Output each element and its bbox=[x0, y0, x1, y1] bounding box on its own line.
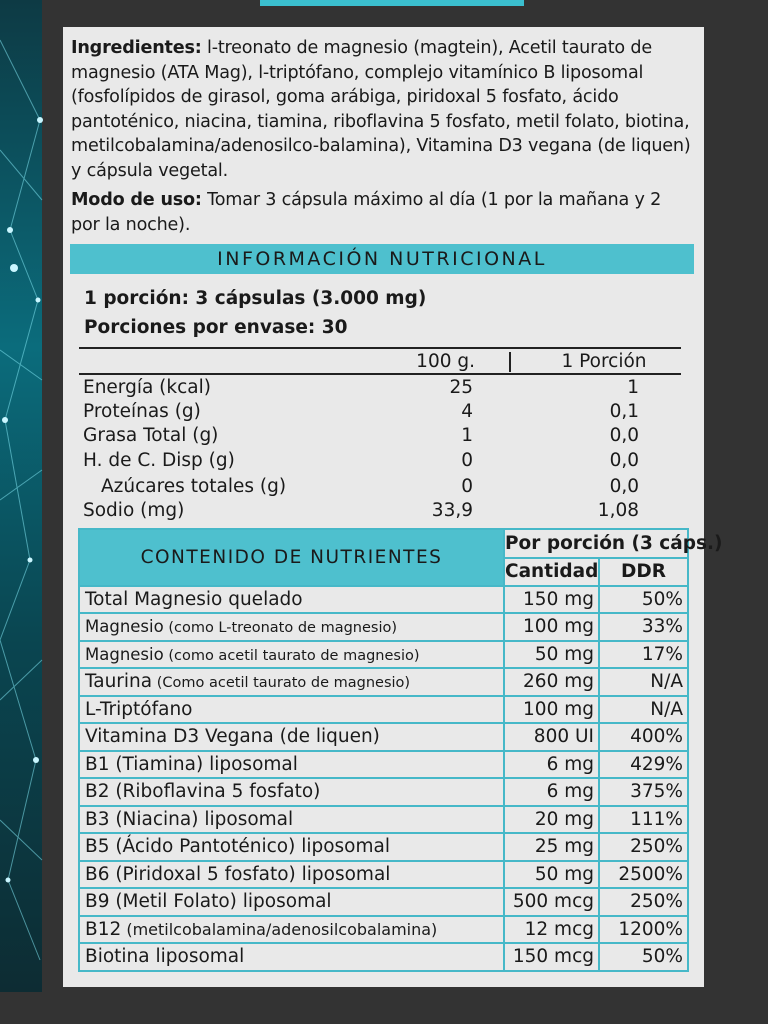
nutrient-ddr: N/A bbox=[599, 696, 688, 724]
nutrition-row-label: H. de C. Disp (g) bbox=[83, 450, 235, 471]
nutrition-row-portion: 1 bbox=[627, 377, 639, 398]
top-accent-tab bbox=[260, 0, 524, 6]
serving-info bbox=[84, 284, 426, 342]
ingredients-paragraph bbox=[71, 36, 695, 183]
nutrition-row bbox=[79, 377, 681, 401]
mode-of-use-text: Tomar 3 cápsula máximo al día (1 por la mañana y 2 por la noche). bbox=[71, 190, 662, 235]
nutrient-row bbox=[79, 751, 688, 779]
nutrient-ddr: 50% bbox=[599, 586, 688, 614]
nutrition-row-portion: 0,0 bbox=[609, 476, 639, 497]
nutrient-note: (Como acetil taurato de magnesio) bbox=[152, 675, 411, 692]
column-header-100g: 100 g. bbox=[416, 351, 475, 372]
nutrient-row bbox=[79, 723, 688, 751]
nutrition-row-label: Azúcares totales (g) bbox=[101, 476, 287, 497]
nutrient-ddr: 50% bbox=[599, 943, 688, 971]
nutrient-quantity: 150 mcg bbox=[504, 943, 599, 971]
nutrient-quantity: 6 mg bbox=[504, 751, 599, 779]
nutrition-row bbox=[79, 401, 681, 425]
column-header-quantity: Cantidad bbox=[504, 558, 599, 586]
nutrient-name: B3 (Niacina) liposomal bbox=[85, 808, 294, 830]
nutrient-name: Total Magnesio quelado bbox=[85, 588, 303, 610]
nutrient-row bbox=[79, 586, 688, 614]
nutrient-row bbox=[79, 641, 688, 669]
column-divider bbox=[509, 352, 511, 372]
nutrition-info-title: INFORMACIÓN NUTRICIONAL bbox=[70, 244, 694, 274]
serving-size: 1 porción: 3 cápsulas (3.000 mg) bbox=[84, 288, 427, 309]
nutrient-name: Magnesio bbox=[85, 617, 164, 637]
mode-of-use-label: Modo de uso: bbox=[71, 190, 202, 210]
nutrition-row-per100: 1 bbox=[461, 425, 473, 446]
nutrient-quantity: 50 mg bbox=[504, 861, 599, 889]
nutrition-header-row bbox=[79, 347, 681, 375]
nutrition-row-portion: 1,08 bbox=[597, 500, 639, 521]
nutrient-name: Vitamina D3 Vegana (de liquen) bbox=[85, 726, 380, 748]
nutrition-row-per100: 0 bbox=[461, 476, 473, 497]
label-panel bbox=[63, 27, 723, 987]
nutrient-ddr: N/A bbox=[599, 668, 688, 696]
column-header-ddr: DDR bbox=[599, 558, 688, 586]
nutrition-row bbox=[79, 476, 681, 500]
network-pattern-icon bbox=[0, 0, 42, 992]
nutrient-quantity: 800 UI bbox=[504, 723, 599, 751]
nutrient-ddr: 250% bbox=[599, 833, 688, 861]
nutrient-quantity: 500 mcg bbox=[504, 888, 599, 916]
nutrient-name: B12 bbox=[85, 918, 122, 940]
nutrient-name: Magnesio bbox=[85, 644, 164, 664]
nutrient-ddr: 429% bbox=[599, 751, 688, 779]
nutrition-row-per100: 4 bbox=[461, 401, 473, 422]
nutrition-row-label: Grasa Total (g) bbox=[83, 425, 219, 446]
nutrient-name: B5 (Ácido Pantoténico) liposomal bbox=[85, 836, 390, 858]
mode-of-use-paragraph bbox=[71, 188, 695, 238]
nutrition-row bbox=[79, 425, 681, 449]
nutrient-quantity: 20 mg bbox=[504, 806, 599, 834]
nutrient-quantity: 6 mg bbox=[504, 778, 599, 806]
nutrient-row bbox=[79, 943, 688, 971]
nutrient-name: L-Triptófano bbox=[85, 698, 193, 720]
nutrition-row bbox=[79, 450, 681, 474]
nutrition-row-portion: 0,0 bbox=[609, 450, 639, 471]
nutrition-row-portion: 0,1 bbox=[609, 401, 639, 422]
nutrient-quantity: 150 mg bbox=[504, 586, 599, 614]
nutrition-row-label: Energía (kcal) bbox=[83, 377, 211, 398]
nutrient-ddr: 2500% bbox=[599, 861, 688, 889]
nutrition-row bbox=[79, 500, 681, 524]
network-background-strip bbox=[0, 0, 42, 992]
nutrient-ddr: 250% bbox=[599, 888, 688, 916]
nutrient-ddr: 111% bbox=[599, 806, 688, 834]
nutrient-row bbox=[79, 696, 688, 724]
nutrient-ddr: 375% bbox=[599, 778, 688, 806]
nutrient-name: B2 (Riboflavina 5 fosfato) bbox=[85, 781, 321, 803]
column-header-portion: 1 Porción bbox=[561, 351, 647, 372]
nutrition-row-per100: 25 bbox=[449, 377, 473, 398]
nutrient-note: (como L-treonato de magnesio) bbox=[163, 620, 398, 637]
nutrition-row-label: Proteínas (g) bbox=[83, 401, 201, 422]
ingredients-text: l-treonato de magnesio (magtein), Acetil taurato de magnesio (ATA Mag), l-triptófano, complejo vitamínico B liposomal (fosfolípidos de girasol, goma arábiga, piridoxal 5 fosfato, ácido pantoténico, niacina, tiamina, riboflavina 5 fosfato, metil folato, biotina, metilcobalamina/adenosilco-balamina), Vitamina D3 vegana (de liquen) y cápsula vegetal. bbox=[71, 38, 691, 181]
nutrient-name: Taurina bbox=[85, 671, 153, 693]
nutrient-name: B6 (Piridoxal 5 fosfato) liposomal bbox=[85, 863, 391, 885]
nutrients-title: CONTENIDO DE NUTRIENTES bbox=[79, 529, 504, 586]
nutrient-ddr: 400% bbox=[599, 723, 688, 751]
nutrient-row bbox=[79, 668, 688, 696]
nutrient-row bbox=[79, 861, 688, 889]
nutrients-header-row bbox=[79, 529, 688, 558]
nutrition-row-per100: 0 bbox=[461, 450, 473, 471]
nutrient-row bbox=[79, 916, 688, 944]
nutrient-quantity: 50 mg bbox=[504, 641, 599, 669]
nutrition-row-portion: 0,0 bbox=[609, 425, 639, 446]
nutrient-row bbox=[79, 613, 688, 641]
nutrient-row bbox=[79, 833, 688, 861]
per-portion-header: Por porción (3 cáps.) bbox=[504, 529, 688, 558]
nutrient-row bbox=[79, 888, 688, 916]
nutrient-name: Biotina liposomal bbox=[85, 946, 245, 968]
nutrition-row-label: Sodio (mg) bbox=[83, 500, 185, 521]
nutrient-ddr: 33% bbox=[599, 613, 688, 641]
nutrient-quantity: 100 mg bbox=[504, 696, 599, 724]
nutrient-note: (como acetil taurato de magnesio) bbox=[163, 647, 420, 664]
nutrition-row-per100: 33,9 bbox=[431, 500, 473, 521]
nutrient-note: (metilcobalamina/adenosilcobalamina) bbox=[121, 919, 438, 939]
nutrient-ddr: 1200% bbox=[599, 916, 688, 944]
nutrient-quantity: 12 mcg bbox=[504, 916, 599, 944]
nutrient-ddr: 17% bbox=[599, 641, 688, 669]
nutrient-row bbox=[79, 778, 688, 806]
servings-per-container: Porciones por envase: 30 bbox=[84, 317, 348, 338]
nutrient-quantity: 25 mg bbox=[504, 833, 599, 861]
nutrient-quantity: 260 mg bbox=[504, 668, 599, 696]
nutrient-row bbox=[79, 806, 688, 834]
ingredients-label: Ingredientes: bbox=[71, 38, 202, 58]
nutrients-table bbox=[78, 528, 723, 972]
nutrient-name: B1 (Tiamina) liposomal bbox=[85, 753, 298, 775]
nutrient-quantity: 100 mg bbox=[504, 613, 599, 641]
nutrient-name: B9 (Metil Folato) liposomal bbox=[85, 891, 332, 913]
